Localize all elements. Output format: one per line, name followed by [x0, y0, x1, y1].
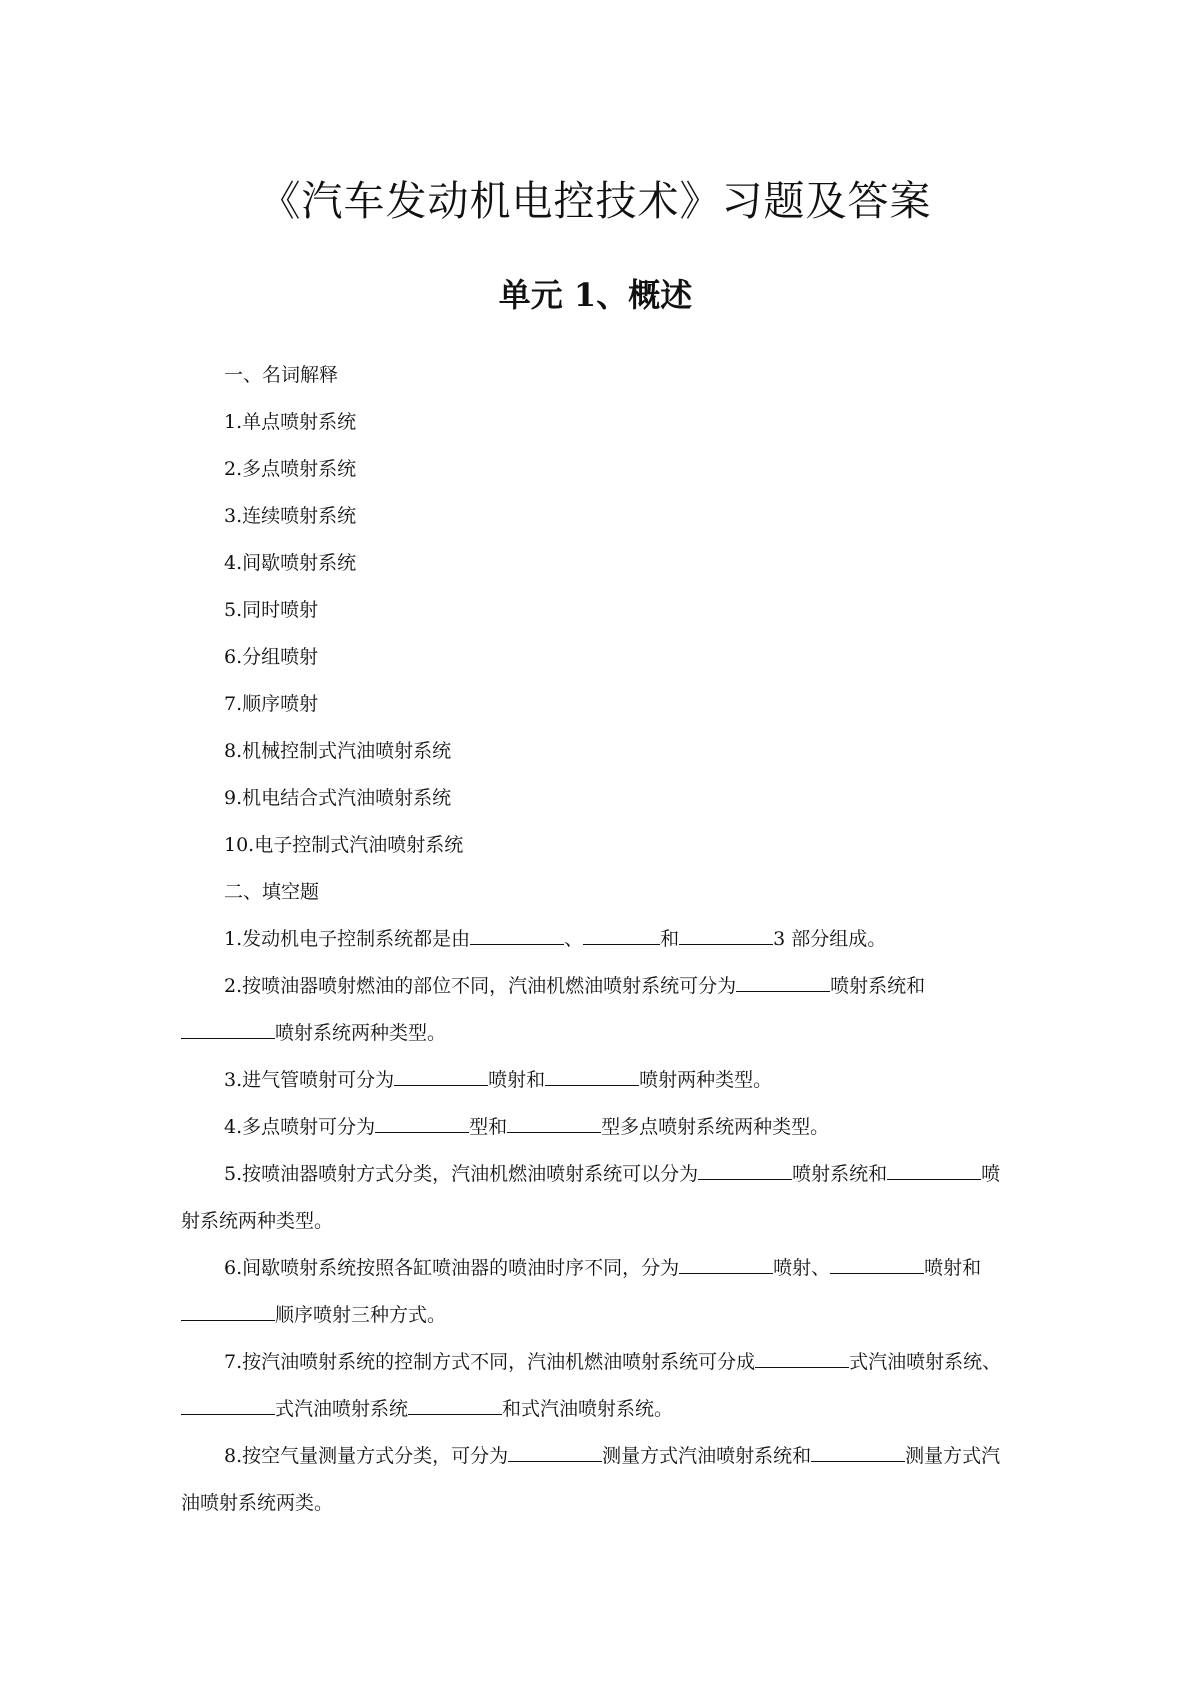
fill-question-1: [181, 916, 1011, 963]
fill-question-5: [181, 1151, 1011, 1245]
question-text: 8.按空气量测量方式分类，可分为: [224, 1445, 509, 1467]
question-text: 喷射系统和: [830, 975, 926, 997]
question-text: 2.按喷油器喷射燃油的部位不同，汽油机燃油喷射系统可分为: [224, 975, 737, 997]
fill-question-2: [181, 963, 1011, 1057]
term-item: 6.分组喷射: [224, 646, 319, 668]
term-item: 10.电子控制式汽油喷射系统: [224, 834, 464, 856]
answer-blank[interactable]: [181, 1022, 275, 1039]
question-text: 型多点喷射系统两种类型。: [601, 1116, 830, 1138]
question-text: 式汽油喷射系统: [275, 1398, 409, 1420]
question-text: 、: [564, 928, 584, 950]
fill-question-3: [181, 1057, 1011, 1104]
question-text: 测量方式汽油喷射系统和: [602, 1445, 812, 1467]
fill-question-6: [181, 1245, 1011, 1339]
fill-question-8: [181, 1433, 1011, 1527]
fill-question-4: [181, 1104, 1011, 1151]
term-item: 1.单点喷射系统: [224, 411, 357, 433]
answer-blank[interactable]: [583, 928, 660, 945]
question-text: 喷射两种类型。: [639, 1069, 773, 1091]
term-item: 9.机电结合式汽油喷射系统: [224, 787, 452, 809]
document-title: 《汽车发动机电控技术》习题及答案: [259, 177, 932, 225]
fill-question-7: [181, 1339, 1011, 1433]
answer-blank[interactable]: [736, 975, 830, 992]
question-text: 顺序喷射三种方式。: [275, 1304, 447, 1326]
answer-blank[interactable]: [181, 1398, 275, 1415]
term-item: 5.同时喷射: [224, 599, 319, 621]
question-text: 喷射系统两种类型。: [275, 1022, 447, 1044]
question-text: 7.按汽油喷射系统的控制方式不同，汽油机燃油喷射系统可分成: [224, 1351, 756, 1373]
section-heading-fill: 二、填空题: [224, 881, 320, 903]
question-text: 3 部分组成。: [773, 928, 887, 950]
answer-blank[interactable]: [507, 1116, 601, 1133]
answer-blank[interactable]: [679, 1257, 773, 1274]
question-text: 喷射和: [924, 1257, 982, 1279]
question-text: 3.进气管喷射可分为: [224, 1069, 395, 1091]
question-text: 1.发动机电子控制系统都是由: [224, 928, 471, 950]
question-text: 喷射、: [773, 1257, 831, 1279]
answer-blank[interactable]: [470, 928, 564, 945]
question-text: 和式汽油喷射系统。: [502, 1398, 674, 1420]
answer-blank[interactable]: [755, 1351, 849, 1368]
question-text: 式汽油喷射系统、: [849, 1351, 1002, 1373]
question-text: 喷射系统两种类型。: [181, 1163, 1001, 1232]
answer-blank[interactable]: [545, 1069, 639, 1086]
unit-heading: 单元 1、概述: [498, 276, 693, 314]
answer-blank[interactable]: [181, 1304, 275, 1321]
answer-blank[interactable]: [698, 1163, 792, 1180]
section-heading-terms: 一、名词解释: [224, 364, 339, 386]
answer-blank[interactable]: [394, 1069, 488, 1086]
question-text: 喷射系统和: [792, 1163, 888, 1185]
question-text: 4.多点喷射可分为: [224, 1116, 376, 1138]
term-item: 3.连续喷射系统: [224, 505, 357, 527]
answer-blank[interactable]: [508, 1445, 602, 1462]
term-item: 7.顺序喷射: [224, 693, 319, 715]
answer-blank[interactable]: [375, 1116, 469, 1133]
document-body: [181, 352, 1011, 1527]
term-item: 4.间歇喷射系统: [224, 552, 357, 574]
question-text: 测量方式汽油喷射系统两类。: [181, 1445, 1001, 1514]
answer-blank[interactable]: [679, 928, 773, 945]
term-item: 8.机械控制式汽油喷射系统: [224, 740, 452, 762]
term-item: 2.多点喷射系统: [224, 458, 357, 480]
question-text: 型和: [469, 1116, 508, 1138]
question-text: 5.按喷油器喷射方式分类，汽油机燃油喷射系统可以分为: [224, 1163, 699, 1185]
question-text: 6.间歇喷射系统按照各缸喷油器的喷油时序不同，分为: [224, 1257, 680, 1279]
answer-blank[interactable]: [408, 1398, 502, 1415]
answer-blank[interactable]: [830, 1257, 924, 1274]
question-text: 喷射和: [488, 1069, 546, 1091]
answer-blank[interactable]: [811, 1445, 905, 1462]
question-text: 和: [660, 928, 680, 950]
answer-blank[interactable]: [887, 1163, 981, 1180]
